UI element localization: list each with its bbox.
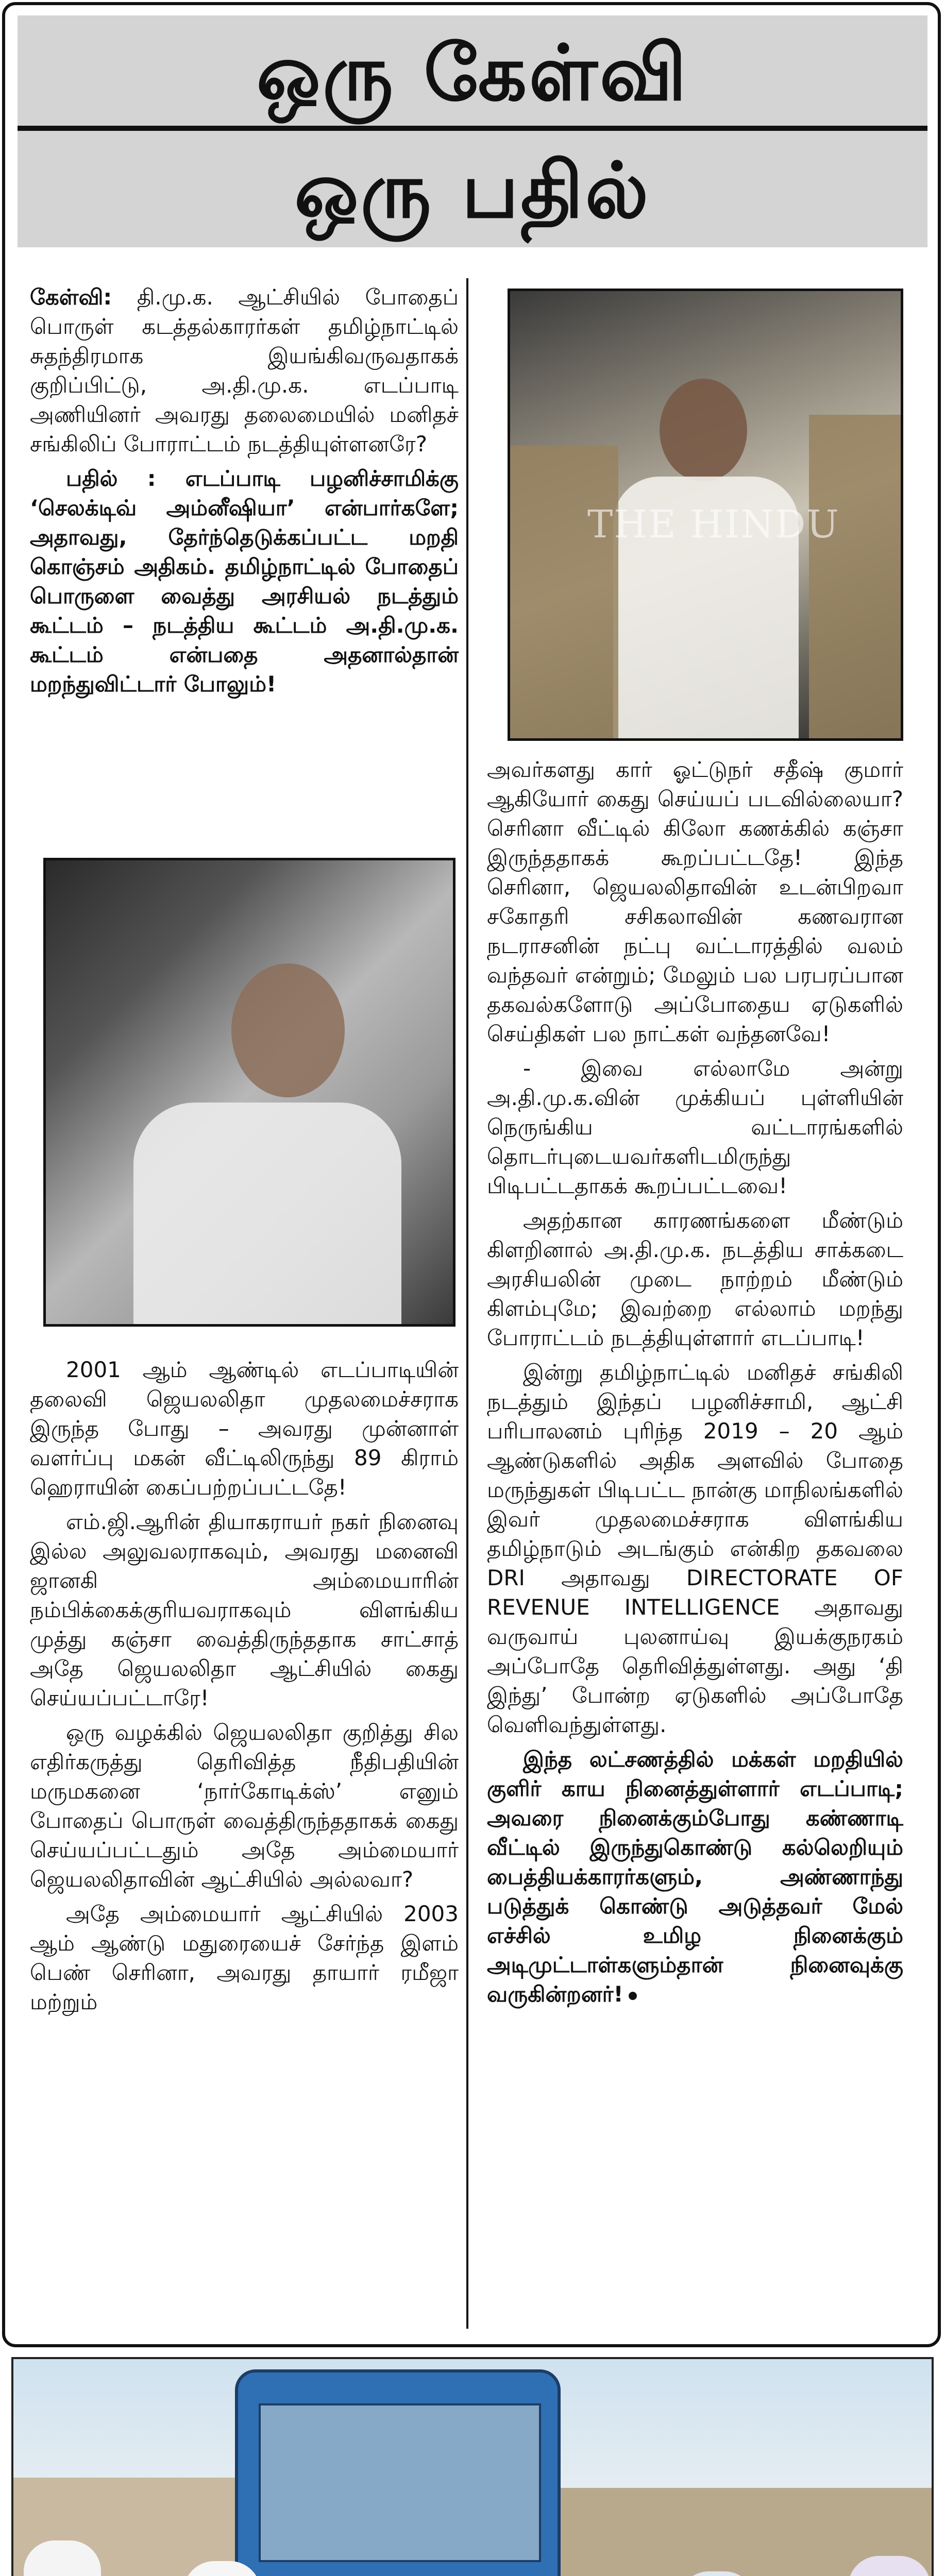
paragraph-final-text: இந்த லட்சணத்தில் மக்கள் மறதியில் குளிர் காய நினைத்துள்ளார் எடப்பாடி; அவரை நினைக்கும்போது கண்ணாடி வீட்டில் இருந்துகொண்டு கல்லெறியும் பைத்தியக்காரர்களும், அண்ணாந்து படுத்துக் கொண்டு அடுத்தவர் மேல் எச்சில் உமிழ நினைக்கும் அடிமுட்டாள்களும்தான் நினைவுக்கு வருகின்றனர்! — [487, 1747, 903, 2007]
column-divider — [466, 278, 468, 2329]
left-column-bottom — [30, 1355, 459, 2022]
title-line-1: ஒரு கேள்வி — [256, 29, 689, 117]
title-divider — [18, 126, 927, 131]
paragraph-today: இன்று தமிழ்நாட்டில் மனிதச் சங்கிலி நடத்தும் இந்தப் பழனிச்சாமி, ஆட்சி பரிபாலனம் புரிந்த 2019 – 20 ஆம் ஆண்டுகளில் அதிக அளவில் போதை மருந்துகள் பிடிபட்ட நான்கு மாநிலங்களில் இவர் முதலமைச்சராக விளங்கிய தமிழ்நாடும் அடங்கும் என்கிற தகவலை DRI அதாவது DIRECTORATE OF REVENUE INTELLIGENCE அதாவது வருவாய் புலனாய்வு இயக்குநரகம் அப்போதே தெரிவித்துள்ளது. அது ‘தி இந்து’ போன்ற ஏடுகளில் அப்போதே வெளிவந்துள்ளது. — [487, 1360, 903, 1737]
paragraph-reason: அதற்கான காரணங்களை மீண்டும் கிளறினால் அ.தி.மு.க. நடத்திய சாக்கடை அரசியலின் முடை நாற்றம் மீண்டும் கிளம்புமே; இவற்றை எல்லாம் மறந்து போராட்டம் நடத்தியுள்ளார் எடப்பாடி! — [487, 1208, 903, 1350]
paragraph-2003: அதே அம்மையார் ஆட்சியில் 2003 ஆம் ஆண்டு மதுரையைச் சேர்ந்த இளம் பெண் செரினா, அவரது தாயார் ரமீஜா மற்றும் — [30, 1901, 459, 2014]
question-text: தி.மு.க. ஆட்சியில் போதைப் பொருள் கடத்தல்காரர்கள் தமிழ்நாட்டில் சுதந்திரமாக இயங்கிவருவதாகக் குறிப்பிட்டு, அ.தி.மு.க. எடப்பாடி அணியினர் அவரது தலைமையில் மனிதச் சங்கிலிப் போராட்டம் நடத்தியுள்ளனரே? — [30, 284, 459, 456]
photo-officer-left — [510, 446, 618, 741]
answer-paragraph — [30, 464, 459, 699]
paragraph-these: - இவை எல்லாமே அன்று அ.தி.மு.க.வின் முக்கியப் புள்ளியின் நெருங்கிய வட்டாரங்களில் தொடர்புடையவர்களிடமிருந்து பிடிபட்டதாகக் கூறப்பட்டவை! — [487, 1056, 903, 1198]
answer-label: பதில் : — [66, 466, 156, 491]
arrest-photo — [508, 289, 903, 741]
paragraph-final — [487, 1744, 903, 2009]
bus-windshield — [259, 2403, 541, 2562]
question-paragraph — [30, 282, 459, 459]
end-mark-icon — [629, 1992, 637, 2000]
question-label: கேள்வி: — [30, 284, 112, 310]
photo-shirt — [133, 1103, 401, 1327]
paragraph-mgr: எம்.ஜி.ஆரின் தியாகராயர் நகர் நினைவு இல்ல அலுவலராகவும், அவரது மனைவி ஜானகி அம்மையாரின் நம்பிக்கைக்குரியவராகவும் விளங்கிய முத்து கஞ்சா வைத்திருந்ததாக சாட்சாத் அதே ஜெயலலிதா ஆட்சியில் கைது செய்யப்பட்டாரே! — [30, 1509, 459, 1710]
answer-text: எடப்பாடி பழனிச்சாமிக்கு ‘செலக்டிவ் அம்னீஷியா’ என்பார்களே; அதாவது, தேர்ந்தெடுக்கப்பட்ட மறதி கொஞ்சம் அதிகம். தமிழ்நாட்டில் போதைப் பொருளை வைத்து அரசியல் நடத்தும் கூட்டம் – நடத்திய கூட்டம் அ.தி.மு.க. கூட்டம் என்பதை அதனால்தான் மறந்துவிட்டார் போலும்! — [30, 466, 459, 697]
photo-watermark: THE HINDU — [587, 502, 840, 547]
paragraph-2001: 2001 ஆம் ஆண்டில் எடப்பாடியின் தலைவி ஜெயலலிதா முதலமைச்சராக இருந்த போது – அவரது முன்னாள் வளர்ப்பு மகன் வீட்டிலிருந்து 89 கிராம் ஹெராயின் கைப்பற்றப்பட்டதே! — [30, 1357, 459, 1500]
photo-face — [231, 963, 345, 1097]
right-column — [487, 755, 903, 2014]
bus-shape — [235, 2369, 561, 2576]
photo-officer-right — [809, 415, 902, 741]
photo-face-woman — [660, 379, 747, 482]
paragraph-continued: அவர்களது கார் ஓட்டுநர் சதீஷ் குமார் ஆகியோர் கைது செய்யப் படவில்லையா? செரினா வீட்டில் கிலோ கணக்கில் கஞ்சா இருந்ததாகக் கூறப்பட்டதே! இந்த செரினா, ஜெயலலிதாவின் உடன்பிறவா சகோதரி சசிகலாவின் கணவரான நடராசனின் நட்பு வட்டாரத்தில் வலம் வந்தவர் என்றும்; மேலும் பல பரபரப்பான தகவல்களோடு அப்போதைய ஏடுகளில் செய்திகள் பல நாட்கள் வந்தனவே! — [487, 757, 903, 1046]
politician-photo — [43, 858, 455, 1327]
left-column-top — [30, 282, 459, 704]
paragraph-judge: ஒரு வழக்கில் ஜெயலலிதா குறித்து சில எதிர்கருத்து தெரிவித்த நீதிபதியின் மருமகனை ‘நார்கோடிக்ஸ்’ எனும் போதைப் பொருள் வைத்திருந்ததாகக் கைது செய்யப்பட்டதும் அதே அம்மையார் ஜெயலலிதாவின் ஆட்சியில் அல்லவா? — [30, 1720, 459, 1892]
title-band — [18, 15, 927, 247]
title-line-2: ஒரு பதில் — [294, 146, 651, 235]
bus-launch-photo — [11, 2357, 934, 2576]
